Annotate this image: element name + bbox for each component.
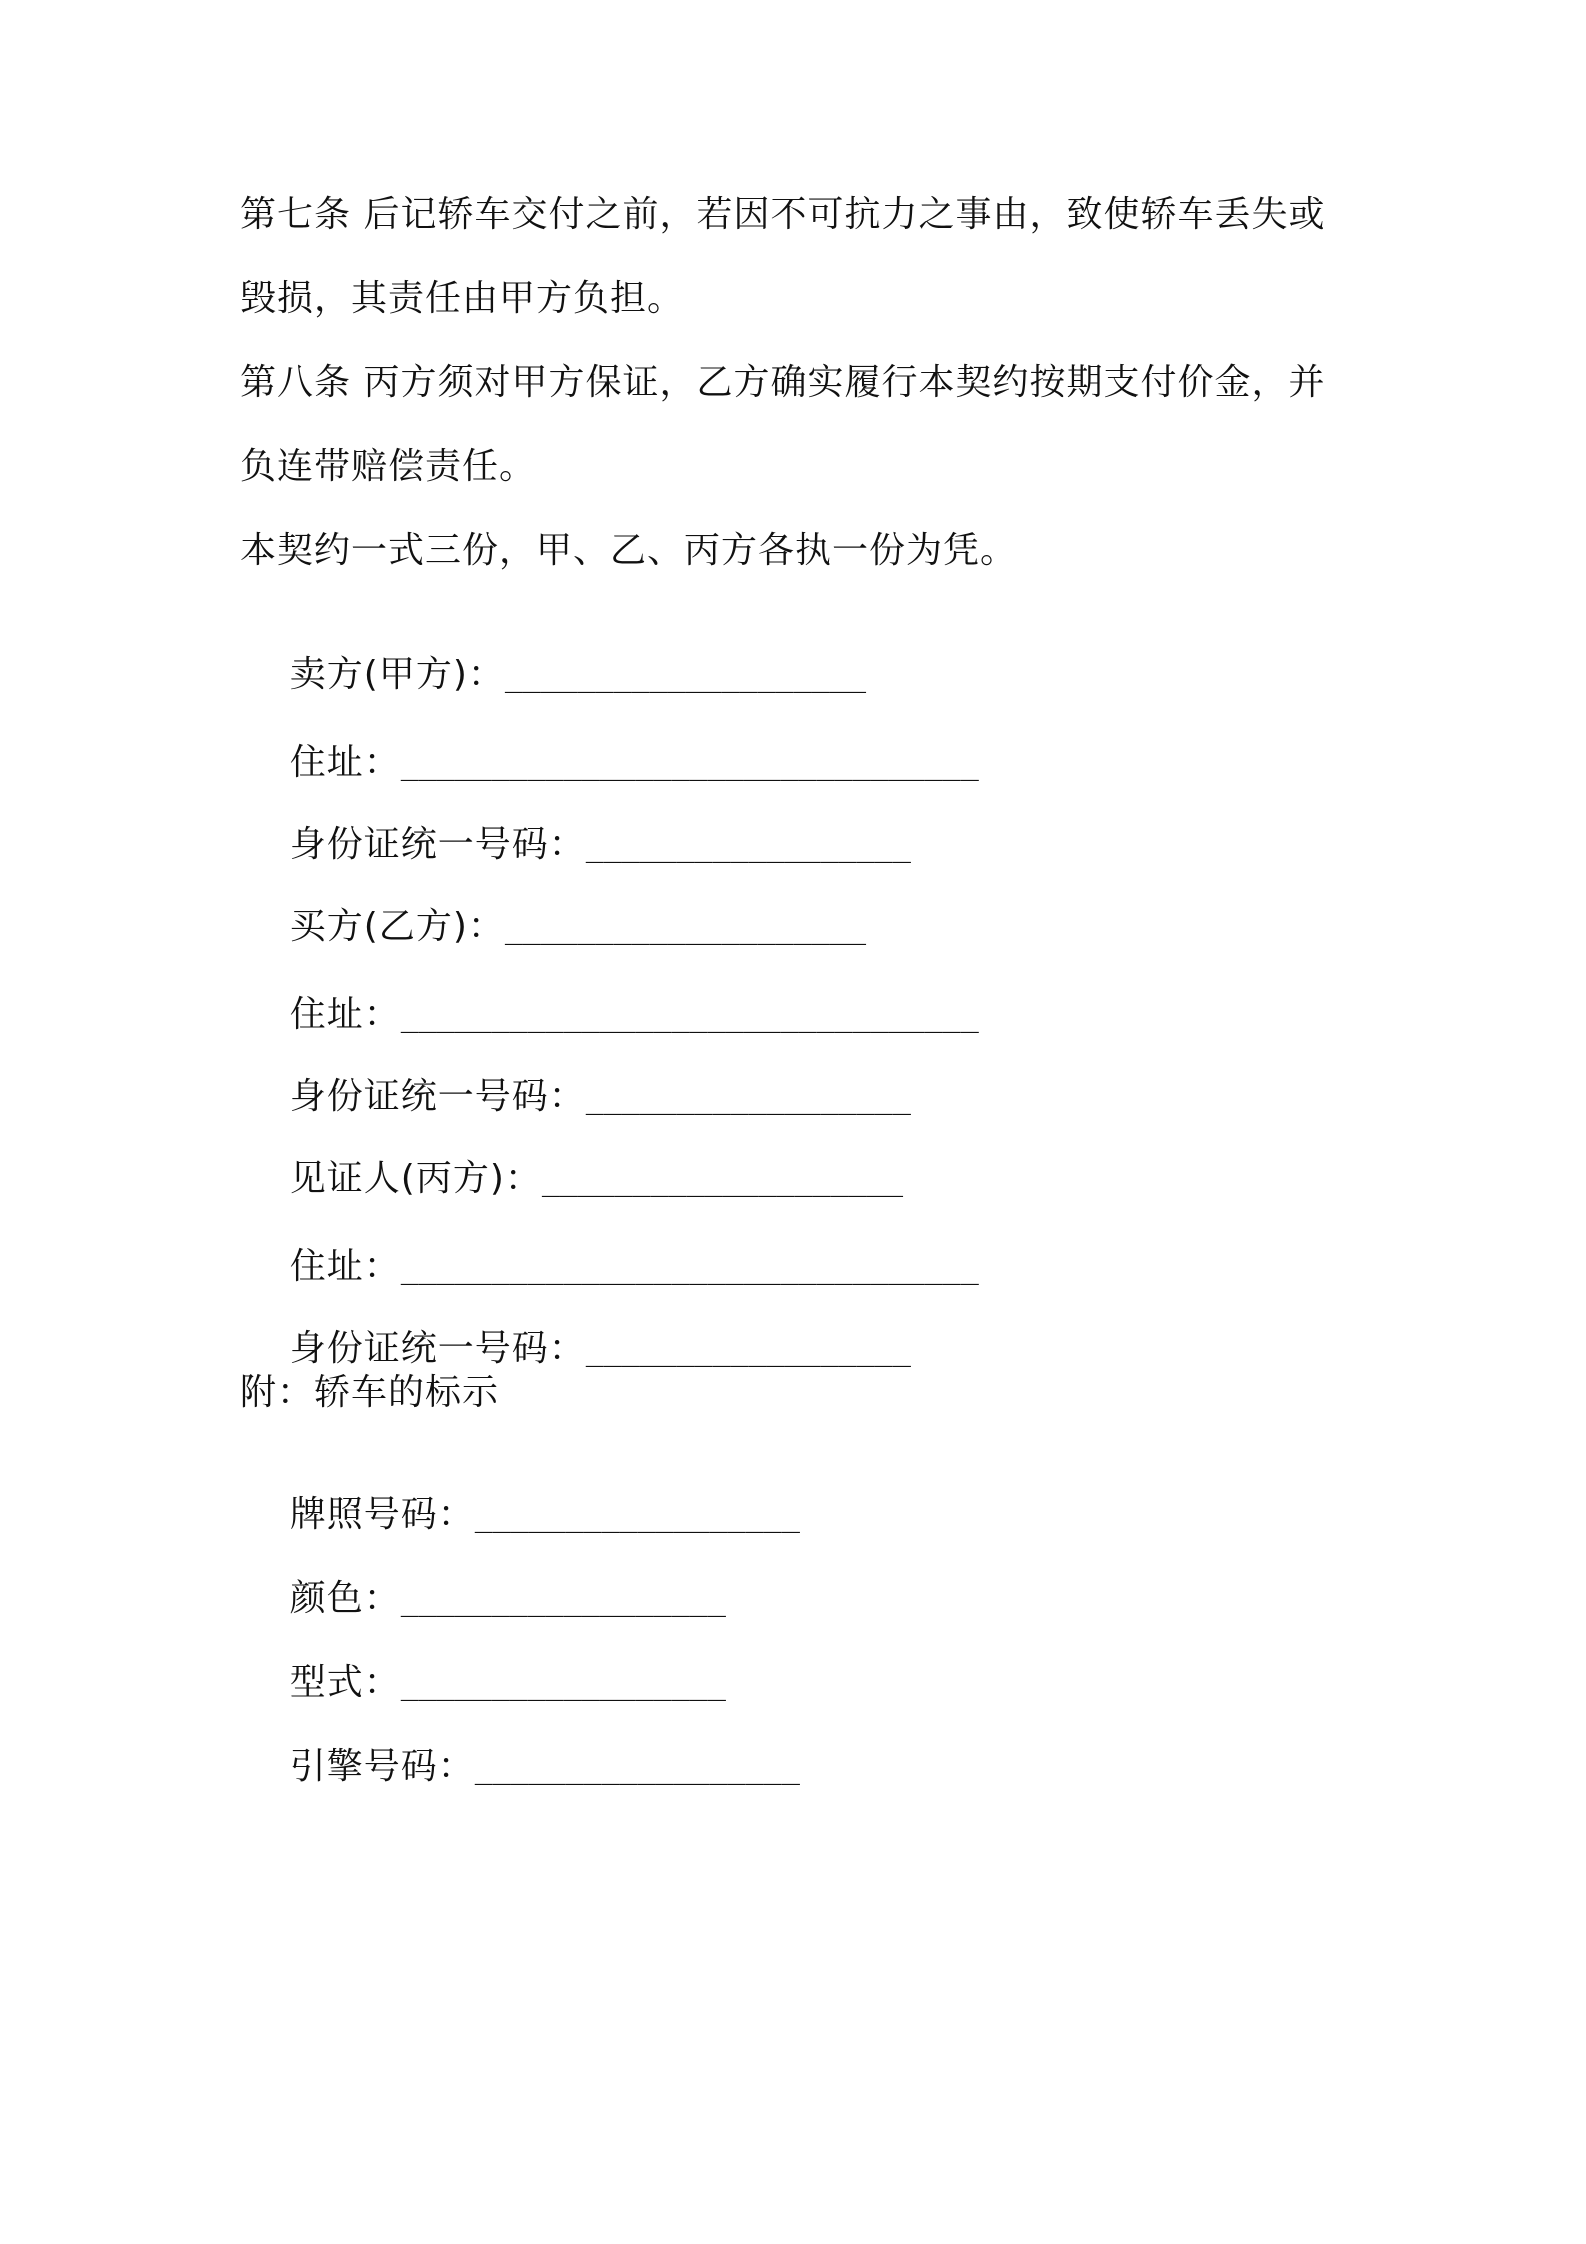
engine-label: 引擎号码： [289,1746,475,1787]
plate-label: 牌照号码： [289,1494,475,1535]
engine-row [240,1707,800,1829]
buyer-address-blank[interactable]: ________________________________ [400,999,979,1034]
copies-clause: 本契约一式三份，甲、乙、丙方各执一份为凭。 [240,530,1018,571]
witness-address-label: 住址： [289,1246,401,1287]
article-7-line-1: 第七条 后记轿车交付之前，若因不可抗力之事由，致使轿车丢失或 [240,194,1326,235]
seller-address-label: 住址： [289,742,401,783]
buyer-address-label: 住址： [289,994,401,1035]
color-label: 颜色： [289,1578,401,1619]
witness-name-blank[interactable]: ____________________ [541,1163,904,1198]
engine-blank[interactable]: __________________ [474,1751,800,1786]
buyer-name-blank[interactable]: ____________________ [504,911,867,946]
buyer-id-blank[interactable]: __________________ [585,1081,911,1116]
article-8-line-2: 负连带赔偿责任。 [240,446,537,487]
buyer-label: 买方(乙方)： [289,906,505,947]
model-blank[interactable]: __________________ [400,1667,726,1702]
plate-blank[interactable]: __________________ [474,1499,800,1534]
witness-label: 见证人(丙方)： [289,1158,542,1199]
seller-id-label: 身份证统一号码： [289,824,586,865]
witness-address-blank[interactable]: ________________________________ [400,1251,979,1286]
appendix-title: 附：轿车的标示 [240,1372,500,1413]
article-7-line-2: 毁损，其责任由甲方负担。 [240,278,685,319]
seller-name-blank[interactable]: ____________________ [504,659,867,694]
witness-id-label: 身份证统一号码： [289,1328,586,1369]
model-label: 型式： [289,1662,401,1703]
seller-label: 卖方(甲方)： [289,654,505,695]
seller-address-blank[interactable]: ________________________________ [400,747,979,782]
witness-id-blank[interactable]: __________________ [585,1333,911,1368]
buyer-id-label: 身份证统一号码： [289,1076,586,1117]
color-blank[interactable]: __________________ [400,1583,726,1618]
seller-id-blank[interactable]: __________________ [585,829,911,864]
article-8-line-1: 第八条 丙方须对甲方保证，乙方确实履行本契约按期支付价金，并 [240,362,1326,403]
